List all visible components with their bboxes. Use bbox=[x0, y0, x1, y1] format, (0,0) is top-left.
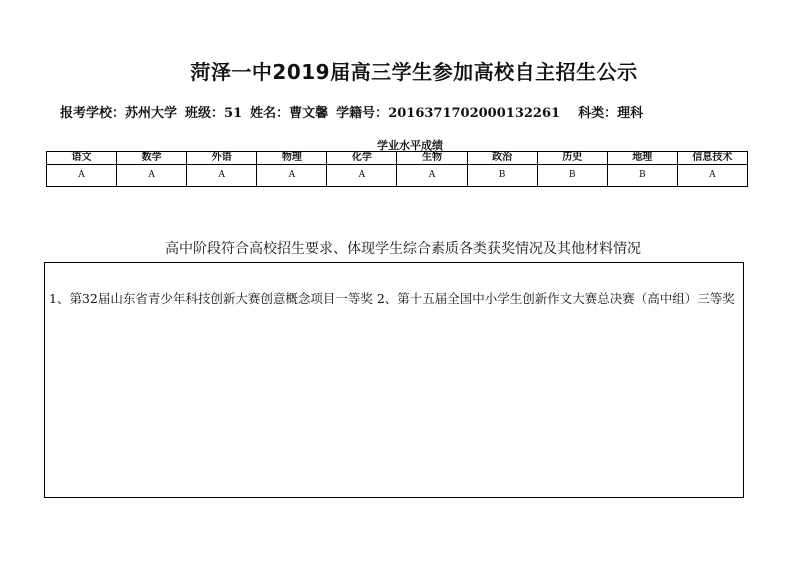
name-value: 曹文馨 bbox=[289, 106, 329, 121]
school-value: 苏州大学 bbox=[125, 106, 178, 121]
student-id-label: 学籍号： bbox=[336, 106, 389, 121]
grade-cell: B bbox=[467, 165, 537, 187]
grade-cell: A bbox=[187, 165, 257, 187]
subject-header: 外语 bbox=[187, 152, 257, 165]
school-label: 报考学校： bbox=[60, 106, 126, 121]
class-value: 51 bbox=[224, 106, 243, 121]
page-title: 菏泽一中2019届高三学生参加高校自主招生公示 bbox=[190, 60, 638, 84]
grade-cell: A bbox=[117, 165, 187, 187]
scores-section-title: 学业水平成绩 bbox=[377, 139, 443, 152]
grade-cell: A bbox=[327, 165, 397, 187]
grade-cell: B bbox=[537, 165, 607, 187]
class-label: 班级： bbox=[185, 106, 225, 121]
subject-header: 数学 bbox=[117, 152, 187, 165]
grade-cell: A bbox=[47, 165, 117, 187]
subject-header: 语文 bbox=[47, 152, 117, 165]
grade-cell: A bbox=[397, 165, 467, 187]
scores-grade-row bbox=[47, 165, 748, 187]
subject-header: 政治 bbox=[467, 152, 537, 165]
grade-cell: B bbox=[607, 165, 677, 187]
student-info-line bbox=[60, 102, 643, 121]
subject-type-label: 科类： bbox=[578, 106, 618, 121]
subject-header: 化学 bbox=[327, 152, 397, 165]
subject-header: 生物 bbox=[397, 152, 467, 165]
student-id-value: 2016371702000132261 bbox=[388, 106, 561, 121]
subject-header: 地理 bbox=[607, 152, 677, 165]
subject-type-value: 理科 bbox=[617, 106, 644, 121]
scores-header-row bbox=[47, 152, 748, 165]
grade-cell: A bbox=[257, 165, 327, 187]
awards-section-title: 高中阶段符合高校招生要求、体现学生综合素质各类获奖情况及其他材料情况 bbox=[165, 241, 641, 257]
awards-text: 1、第32届山东省青少年科技创新大赛创意概念项目一等奖 2、第十五届全国中小学生创新作文大赛总决赛（高中组）三等奖 bbox=[49, 291, 735, 306]
subject-header: 历史 bbox=[537, 152, 607, 165]
name-label: 姓名： bbox=[250, 106, 290, 121]
grade-cell: A bbox=[677, 165, 747, 187]
subject-header: 物理 bbox=[257, 152, 327, 165]
scores-table bbox=[46, 151, 748, 187]
subject-header: 信息技术 bbox=[677, 152, 747, 165]
awards-content-box bbox=[44, 262, 744, 498]
